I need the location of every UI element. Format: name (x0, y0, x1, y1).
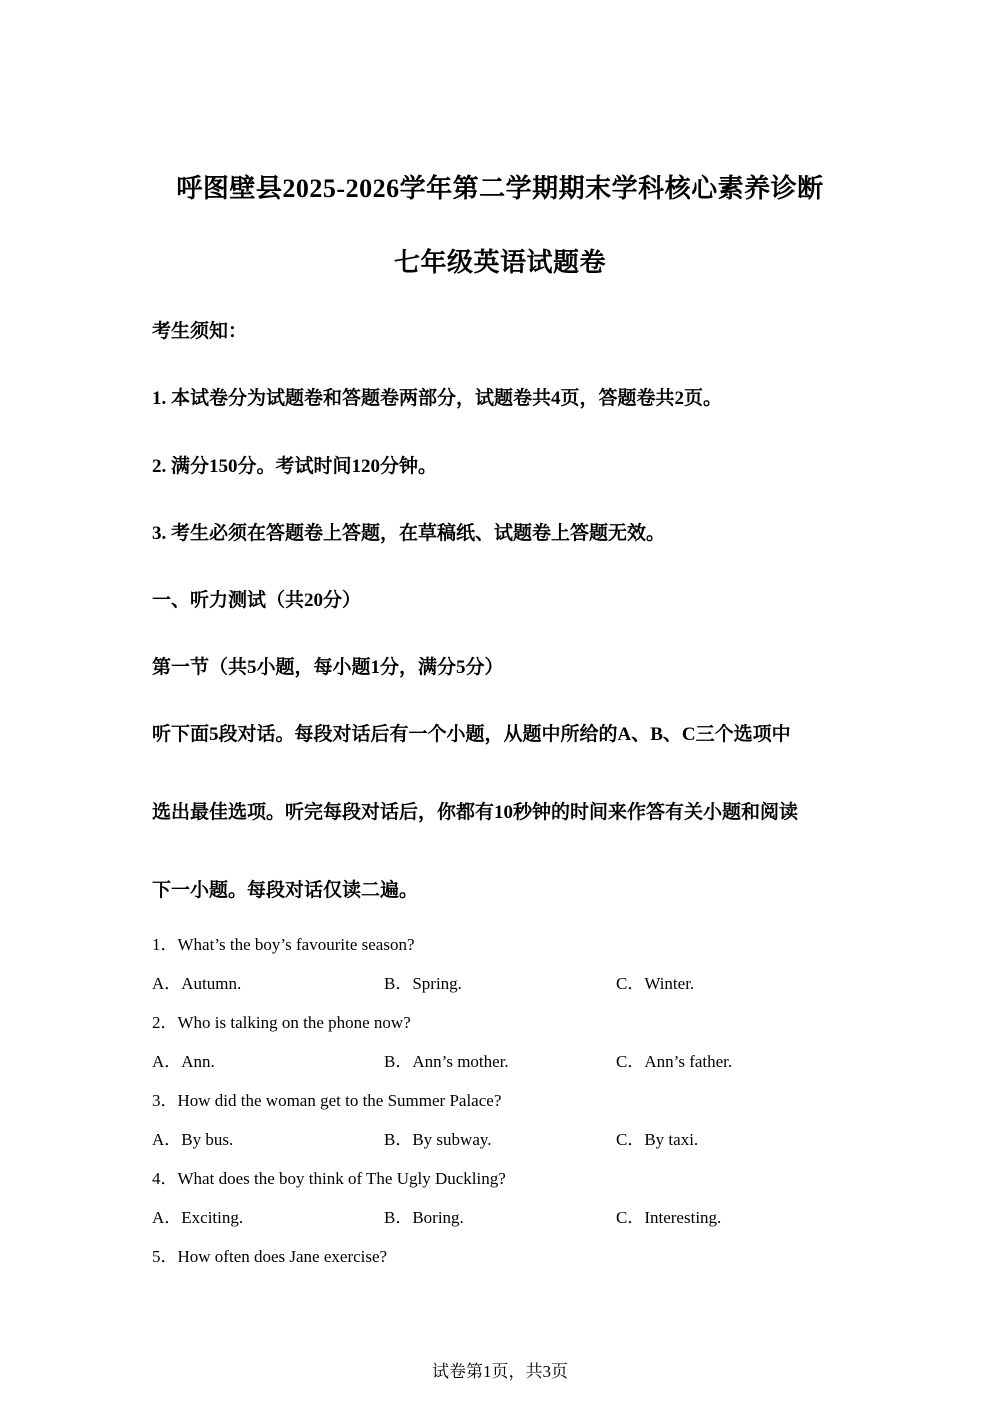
question-2-option-a: A．Ann. (152, 1052, 215, 1071)
question-3-option-b: B．By subway. (384, 1130, 492, 1149)
instruction-line-1: 听下面5段对话。每段对话后有一个小题，从题中所给的A、B、C三个选项中 (152, 724, 791, 745)
subsection-title: 第一节（共5小题，每小题1分，满分5分） (152, 657, 504, 678)
notice-heading: 考生须知： (152, 321, 248, 342)
page-footer: 试卷第1页，共3页 (432, 1362, 568, 1381)
exam-title-line2: 七年级英语试题卷 (393, 248, 606, 277)
question-1-stem: 1．What’s the boy’s favourite season? (152, 935, 415, 954)
question-4-option-a: A．Exciting. (152, 1208, 244, 1227)
notice-item-3: 3. 考生必须在答题卷上答题，在草稿纸、试题卷上答题无效。 (152, 523, 666, 544)
instruction-line-3: 下一小题。每段对话仅读二遍。 (152, 880, 419, 901)
question-4-stem: 4．What does the boy think of The Ugly Duckling? (152, 1169, 506, 1188)
question-5-stem: 5．How often does Jane exercise? (152, 1247, 388, 1266)
question-2-stem: 2．Who is talking on the phone now? (152, 1013, 411, 1032)
question-4-option-b: B．Boring. (384, 1208, 464, 1227)
exam-title-line1: 呼图壁县2025-2026学年第二学期期末学科核心素养诊断 (176, 174, 824, 203)
question-3-option-c: C．By taxi. (616, 1130, 699, 1149)
question-4-option-c: C．Interesting. (616, 1208, 722, 1227)
notice-item-1: 1. 本试卷分为试题卷和答题卷两部分，试题卷共4页，答题卷共2页。 (152, 388, 723, 409)
instruction-line-2: 选出最佳选项。听完每段对话后，你都有10秒钟的时间来作答有关小题和阅读 (152, 802, 799, 823)
question-1-option-a: A．Autumn. (152, 974, 242, 993)
notice-item-2: 2. 满分150分。考试时间120分钟。 (152, 456, 438, 477)
question-1-option-c: C．Winter. (616, 974, 695, 993)
question-1-option-b: B．Spring. (384, 974, 462, 993)
question-3-stem: 3．How did the woman get to the Summer Palace? (152, 1091, 502, 1110)
question-2-option-c: C．Ann’s father. (616, 1052, 733, 1071)
question-3-option-a: A．By bus. (152, 1130, 234, 1149)
part-title: 一、听力测试（共20分） (152, 590, 362, 611)
question-2-option-b: B．Ann’s mother. (384, 1052, 509, 1071)
